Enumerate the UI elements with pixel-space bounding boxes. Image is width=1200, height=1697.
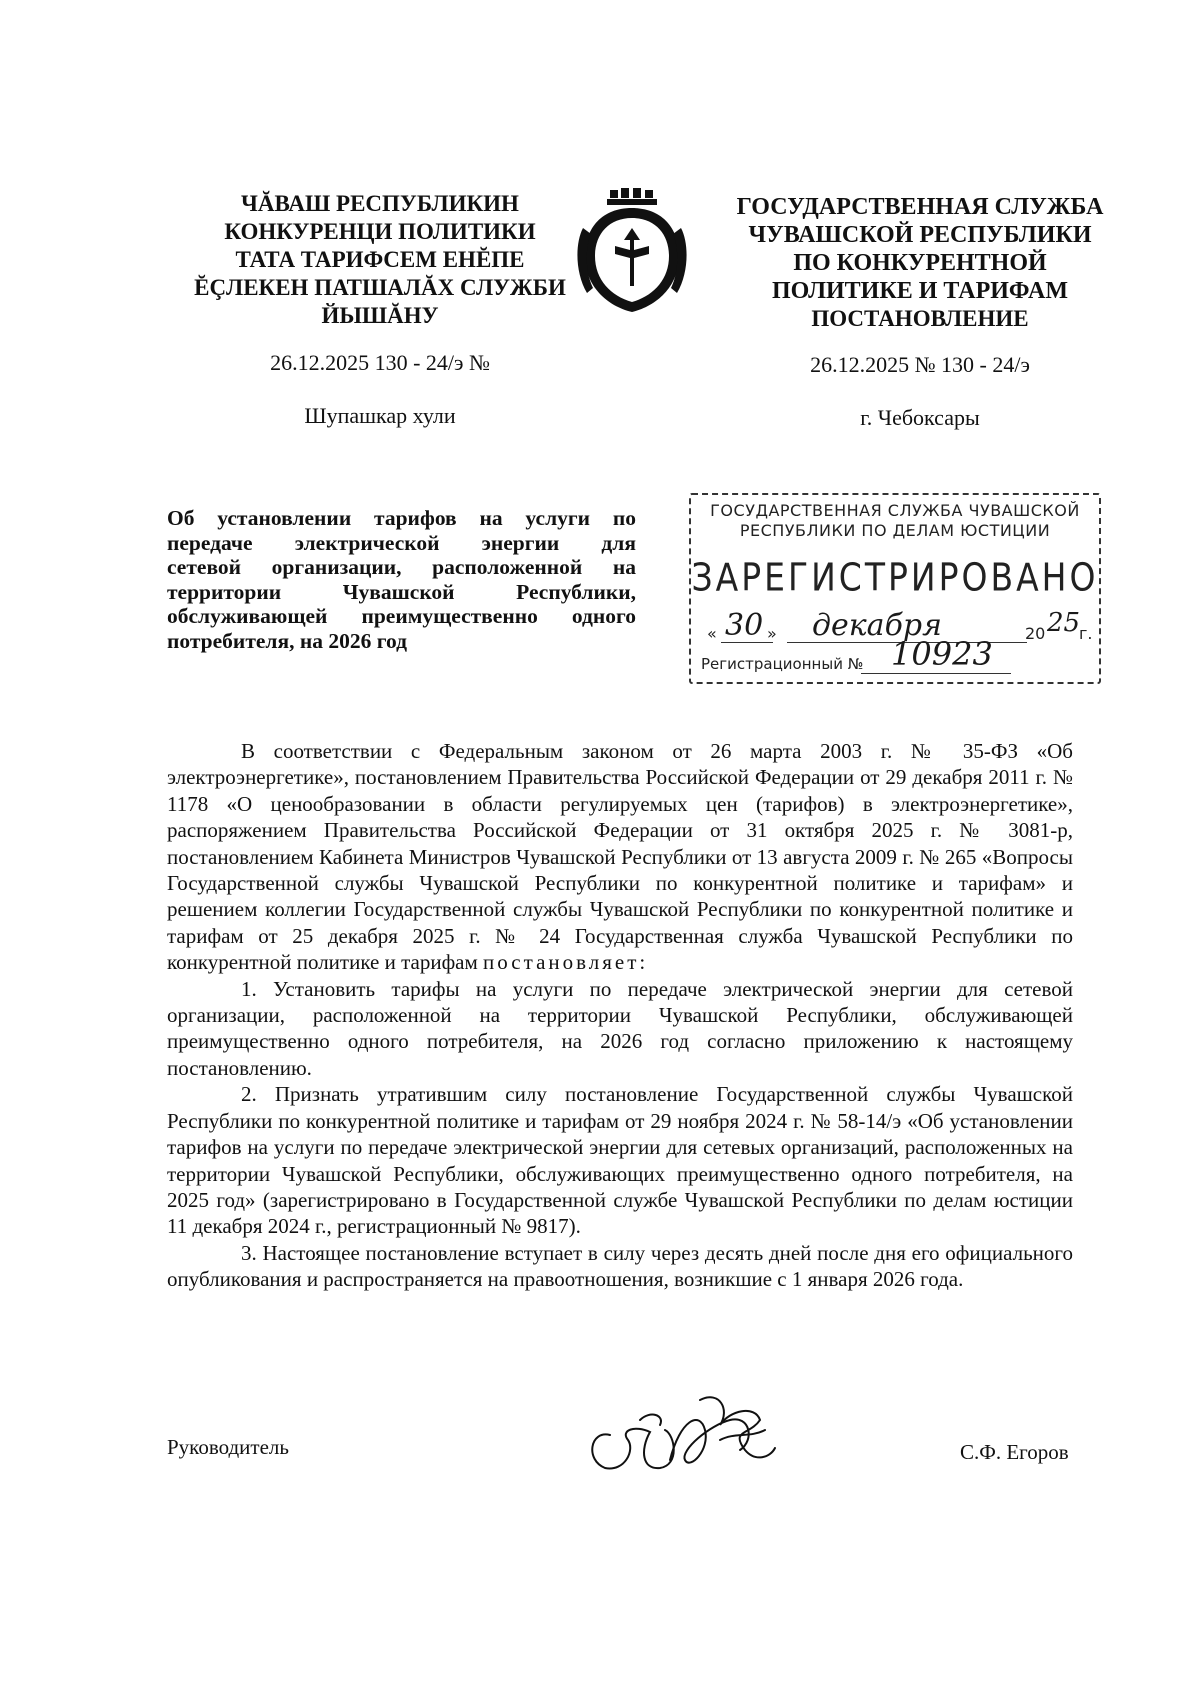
stamp-registered: ЗАРЕГИСТРИРОВАНО [691,555,1099,600]
stamp-reg-row [701,635,1091,679]
header-left-line: ТАТА ТАРИФСЕМ ЕНĔПЕ [235,247,525,272]
subject-line: сетевой организации, расположенной на [167,555,636,579]
header-left-line: ĔÇЛЕКЕН ПАТШАЛĂХ СЛУЖБИ [194,275,566,300]
stamp-line: ГОСУДАРСТВЕННАЯ СЛУЖБА ЧУВАШСКОЙ [710,501,1080,520]
body-item-1: 1. Установить тарифы на услуги по передаче электрической энергии для сетевой организации, расположенной на территории Чувашской Республики, обслуживающей преимущественно одного потребителя, на 2026 год согласно приложению к настоящему постановлению. [167,976,1073,1080]
stamp-day: 30 [725,608,764,643]
stamp-year-mark: г. [1079,624,1093,643]
subject-line: Об установлении тарифов на услуги по [167,506,636,530]
stamp-year-prefix: 20 [1025,624,1046,643]
city-chuvash: Шупашкар хули [304,403,456,428]
body-item-3: 3. Настоящее постановление вступает в силу через десять дней после дня его официального опубликования и распространяется на правоотношения, возникшие с 1 января 2026 года. [167,1240,1073,1292]
subject-line: передаче электрической энергии для [167,530,636,555]
subject-line: обслуживающей преимущественно одного [167,604,636,628]
stamp-authority [691,501,1099,541]
document-body [167,738,1073,1293]
city-russian: г. Чебоксары [860,405,980,430]
signatory-name: С.Ф. Егоров [960,1440,1069,1464]
header-left-line: ЧĂВАШ РЕСПУБЛИКИН [241,191,519,216]
stamp-quote-open: « [707,624,717,643]
document-subject [167,506,636,653]
header-right-line: ПОЛИТИКЕ И ТАРИФАМ [771,278,1068,304]
body-item-2: 2. Признать утратившим силу постановление Государственной службы Чувашской Республики по конкурентной политике и тарифам от 29 ноября 2024 г. № 58-14/э «Об установлении тарифов на услуги по передаче электрической энергии для сетевых организаций, расположенных на территории Чувашской Республики, обслуживающих преимущественно одного потребителя, на 2025 год» (зарегистрировано в Государственной службе Чувашской Республики по делам юстиции 11 декабря 2024 г., регистрационный № 9817). [167,1082,1073,1239]
stamp-month: декабря [812,608,942,643]
stamp-quote-close: » [767,624,777,643]
doc-type-russian: ПОСТАНОВЛЕНИЕ [811,306,1029,331]
header-left-line: КОНКУРЕНЦИ ПОЛИТИКИ [224,219,536,244]
header-left [165,190,595,302]
body-preamble [167,738,1073,976]
signatory-role: Руководитель [167,1435,289,1459]
stamp-line: РЕСПУБЛИКИ ПО ДЕЛАМ ЮСТИЦИИ [739,521,1051,540]
header-right-line: ЧУВАШСКОЙ РЕСПУБЛИКИ [748,222,1092,248]
doc-date-chuvash: 26.12.2025 130 - 24/э № [270,350,490,375]
subject-line: территории Чувашской Республики, [167,579,636,604]
decree-word: постановляет: [483,950,649,975]
subject-line: потребителя, на 2026 год [167,628,407,653]
doc-type-chuvash: ЙЫШĂНУ [321,303,439,328]
stamp-reg-number: 10923 [891,635,993,673]
stamp-reg-label: Регистрационный № [701,655,864,673]
chuvash-emblem-icon [577,188,687,320]
header-right-line: ГОСУДАРСТВЕННАЯ СЛУЖБА [736,194,1104,220]
registration-stamp [689,493,1101,684]
handwritten-signature [580,1380,790,1490]
stamp-year-suffix: 25 [1047,608,1081,638]
preamble-text: В соответствии с Федеральным законом от 26 марта 2003 г. № 35-ФЗ «Об электроэнергетике», постановлением Правительства Российской Федерации от 29 декабря 2011 г. № 1178 «О ценообразовании в области регулируемых цен (тарифов) в электроэнергетике», распоряжением Правительства Российской Федерации от 31 октября 2025 г. № 3081-р, постановлением Кабинета Министров Чувашской Республики от 13 августа 2009 г. № 265 «Вопросы Государственной службы Чувашской Республики по конкурентной политике и тарифам» и решением коллегии Государственной службы Чувашской Республики по конкурентной политике и тарифам от 25 декабря 2025 г. № 24 Государственная служба Чувашской Республики по конкурентной политике и тарифам [167,739,1073,975]
header-right-line: ПО КОНКУРЕНТНОЙ [793,250,1047,276]
doc-date-russian: 26.12.2025 № 130 - 24/э [810,352,1030,377]
header-right [715,193,1125,305]
